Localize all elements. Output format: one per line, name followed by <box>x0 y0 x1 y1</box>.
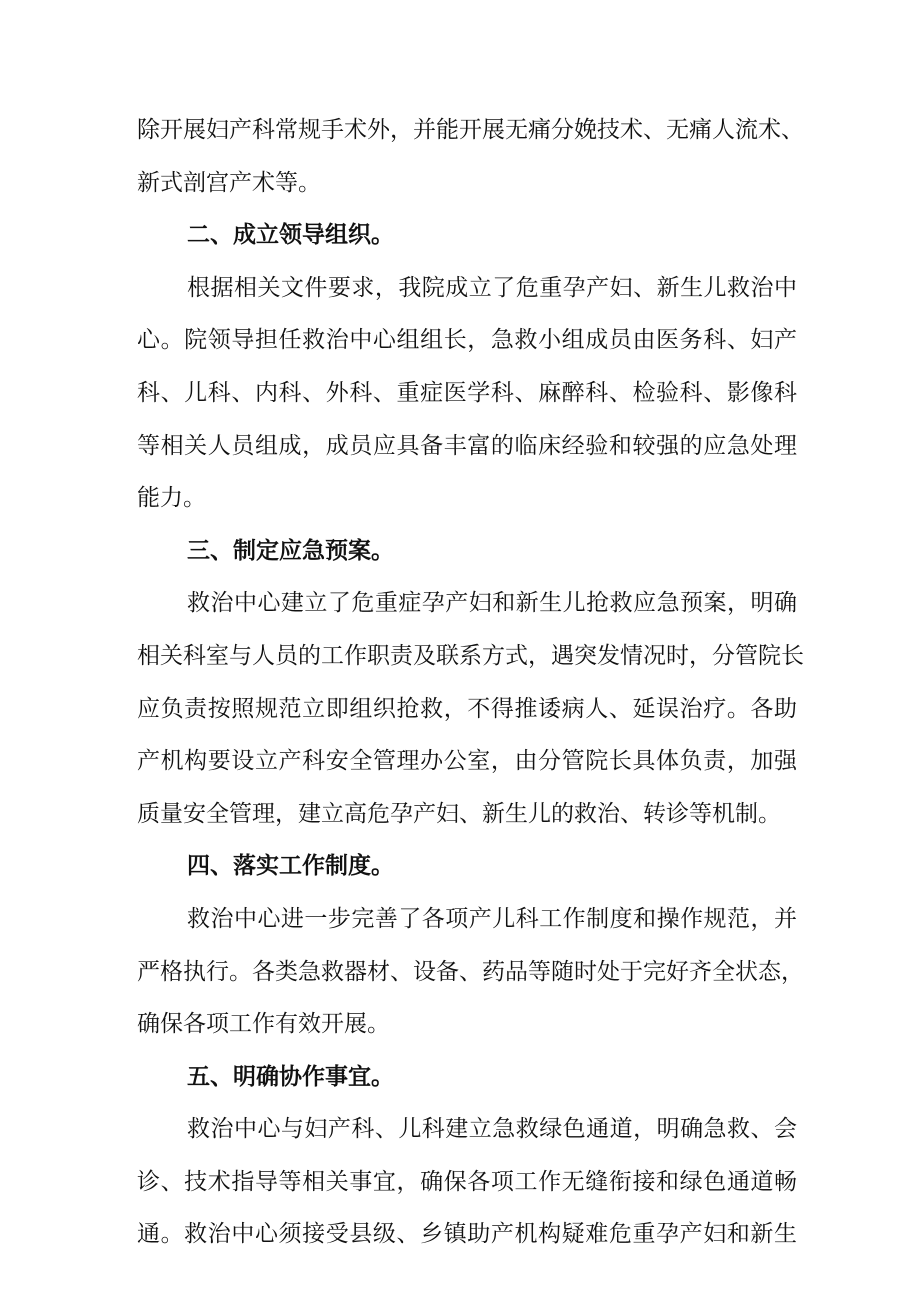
paragraph-line: 质量安全管理，建立高危孕产妇、新生儿的救治、转诊等机制。 <box>137 800 781 827</box>
paragraph-line: 除开展妇产科常规手术外，并能开展无痛分娩技术、无痛人流术、 <box>137 117 804 143</box>
section-heading: 四、落实工作制度。 <box>187 853 394 880</box>
paragraph-line: 等相关人员组成，成员应具备丰富的临床经验和较强的应急处理 <box>137 432 797 459</box>
paragraph-line: 诊、技术指导等相关事宜，确保各项工作无缝衔接和绿色通道畅 <box>137 1168 797 1195</box>
paragraph-line: 相关科室与人员的工作职责及联系方式，遇突发情况时，分管院长 <box>137 642 804 669</box>
section-heading: 二、成立领导组织。 <box>187 222 394 249</box>
paragraph-line: 应负责按照规范立即组织抢救，不得推诿病人、延误治疗。各助 <box>137 695 797 722</box>
section-heading: 三、制定应急预案。 <box>187 537 394 564</box>
paragraph-line: 确保各项工作有效开展。 <box>137 1011 390 1038</box>
document-page <box>137 104 804 1261</box>
paragraph-line: 科、儿科、内科、外科、重症医学科、麻醉科、检验科、影像科 <box>137 379 797 406</box>
paragraph-line: 新式剖宫产术等。 <box>137 169 321 196</box>
paragraph-line: 救治中心进一步完善了各项产儿科工作制度和操作规范，并 <box>187 905 797 932</box>
paragraph-line: 通。救治中心须接受县级、乡镇助产机构疑难危重孕产妇和新生 <box>137 1221 797 1248</box>
paragraph-line: 救治中心建立了危重症孕产妇和新生儿抢救应急预案，明确 <box>187 590 797 617</box>
paragraph-line: 心。院领导担任救治中心组组长，急救小组成员由医务科、妇产 <box>137 327 797 354</box>
section-heading: 五、明确协作事宜。 <box>187 1063 394 1090</box>
paragraph-line: 产机构要设立产科安全管理办公室，由分管院长具体负责，加强 <box>137 748 797 775</box>
paragraph-line: 根据相关文件要求，我院成立了危重孕产妇、新生儿救治中 <box>187 274 797 301</box>
paragraph-line: 能力。 <box>137 485 206 512</box>
paragraph-line: 严格执行。各类急救器材、设备、药品等随时处于完好齐全状态， <box>137 958 804 985</box>
paragraph-line: 救治中心与妇产科、儿科建立急救绿色通道，明确急救、会 <box>187 1116 797 1143</box>
